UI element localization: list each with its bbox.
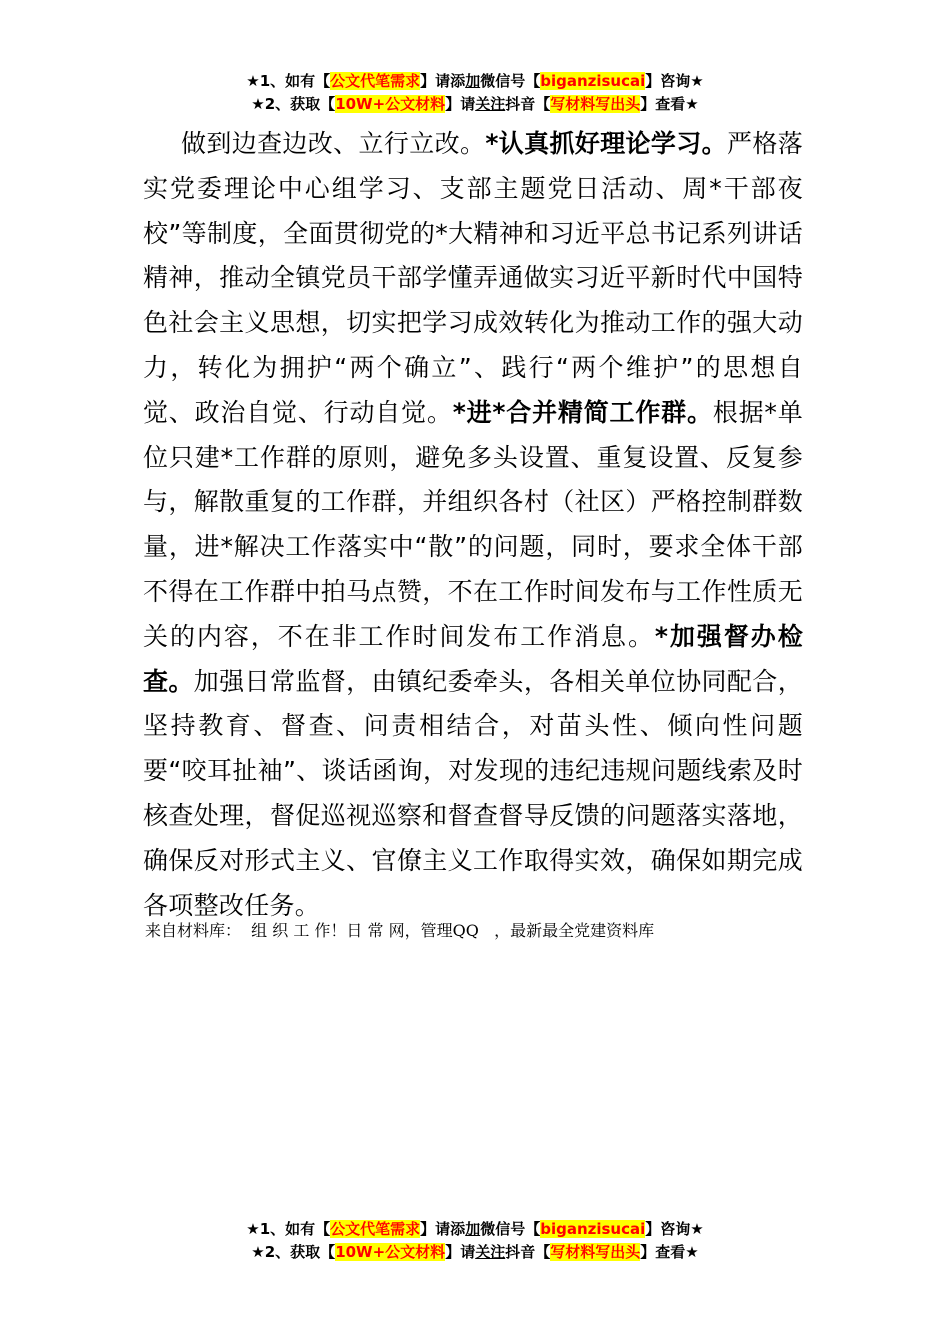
promo-underlined: 加 (465, 1220, 481, 1238)
body-paragraph (143, 122, 803, 928)
promo-text: ★2、获取【 (251, 1243, 336, 1261)
promo-text: 抖音【 (505, 95, 551, 113)
body-sentence: 根据*单位只建*工作群的原则，避免多头设置、重复设置、反复参与，解散重复的工作群，并组织各村（社区）严格控制群数量，进*解决工作落实中“散”的问题，同时，要求全体干部不得在工作群中拍马点赞，不在工作时间发布与工作性质无关的内容，不在非工作时间发布工作消息。 (143, 397, 804, 651)
promo-line-2 (0, 93, 950, 116)
section-heading: *认真抓好理论学习。 (485, 129, 727, 158)
promo-underlined: 加 (465, 72, 481, 90)
promo-highlight: 公文代笔需求 (330, 1220, 421, 1238)
promo-line-1 (0, 1218, 950, 1241)
promo-text: 】咨询★ (645, 1220, 704, 1238)
body-sentence: 做到边查边改、立行立改。 (181, 129, 486, 158)
body-sentence: 严格落实党委理论中心组学习、支部主题党日活动、周*干部夜校”等制度，全面贯彻党的*大精神和习近平总书记系列讲话精神，推动全镇党员干部学懂弄通做实习近平新时代中国特色社会主义思想，切实把学习成效转化为推动工作的强大动力，转化为拥护“两个确立”、践行“两个维护”的思想自觉、政治自觉、行动自觉。 (143, 129, 804, 427)
promo-text: ★2、获取【 (251, 95, 336, 113)
promo-douyin-name: 写材料写出头 (550, 95, 641, 113)
body-sentence: 加强日常监督，由镇纪委牵头，各相关单位协同配合，坚持教育、督查、问责相结合，对苗头性、倾向性问题要“咬耳扯袖”、谈话函询，对发现的违纪违规问题线索及时核查处理，督促巡视巡察和督查督导反馈的问题落实落地，确保反对形式主义、官僚主义工作取得实效，确保如期完成各项整改任务。 (143, 666, 803, 920)
promo-wechat-id: biganzisucai (540, 72, 646, 90)
promo-text: 】请 (445, 1243, 476, 1261)
promo-text: 】请添 (420, 72, 466, 90)
document-body (143, 122, 803, 928)
promo-text: 微信号【 (480, 1220, 541, 1238)
promo-text: 抖音【 (505, 1243, 551, 1261)
promo-text: 】请添 (420, 1220, 466, 1238)
promo-highlight: 10W+公文材料 (335, 1243, 446, 1261)
promo-text: 微信号【 (480, 72, 541, 90)
promo-text: 】查看★ (640, 1243, 699, 1261)
source-note: 来自材料库： 组 织 工 作！日 常 网，管理QQ ，最新最全党建资料库 (145, 921, 655, 940)
promo-underlined: 关注 (475, 95, 506, 113)
promo-line-1 (0, 70, 950, 93)
promo-text: 】请 (445, 95, 476, 113)
top-promo-banner (0, 70, 950, 116)
promo-underlined: 关注 (475, 1243, 506, 1261)
promo-text: 】咨询★ (645, 72, 704, 90)
section-heading: *加强督办检查。 (143, 621, 804, 696)
bottom-promo-banner (0, 1218, 950, 1264)
promo-douyin-name: 写材料写出头 (550, 1243, 641, 1261)
promo-wechat-id: biganzisucai (540, 1220, 646, 1238)
promo-text: 】查看★ (640, 95, 699, 113)
promo-line-2 (0, 1241, 950, 1264)
promo-text: ★1、如有【 (246, 1220, 331, 1238)
promo-highlight: 公文代笔需求 (330, 72, 421, 90)
promo-highlight: 10W+公文材料 (335, 95, 446, 113)
section-heading: *进*合并精简工作群。 (452, 397, 713, 427)
promo-text: ★1、如有【 (246, 72, 331, 90)
